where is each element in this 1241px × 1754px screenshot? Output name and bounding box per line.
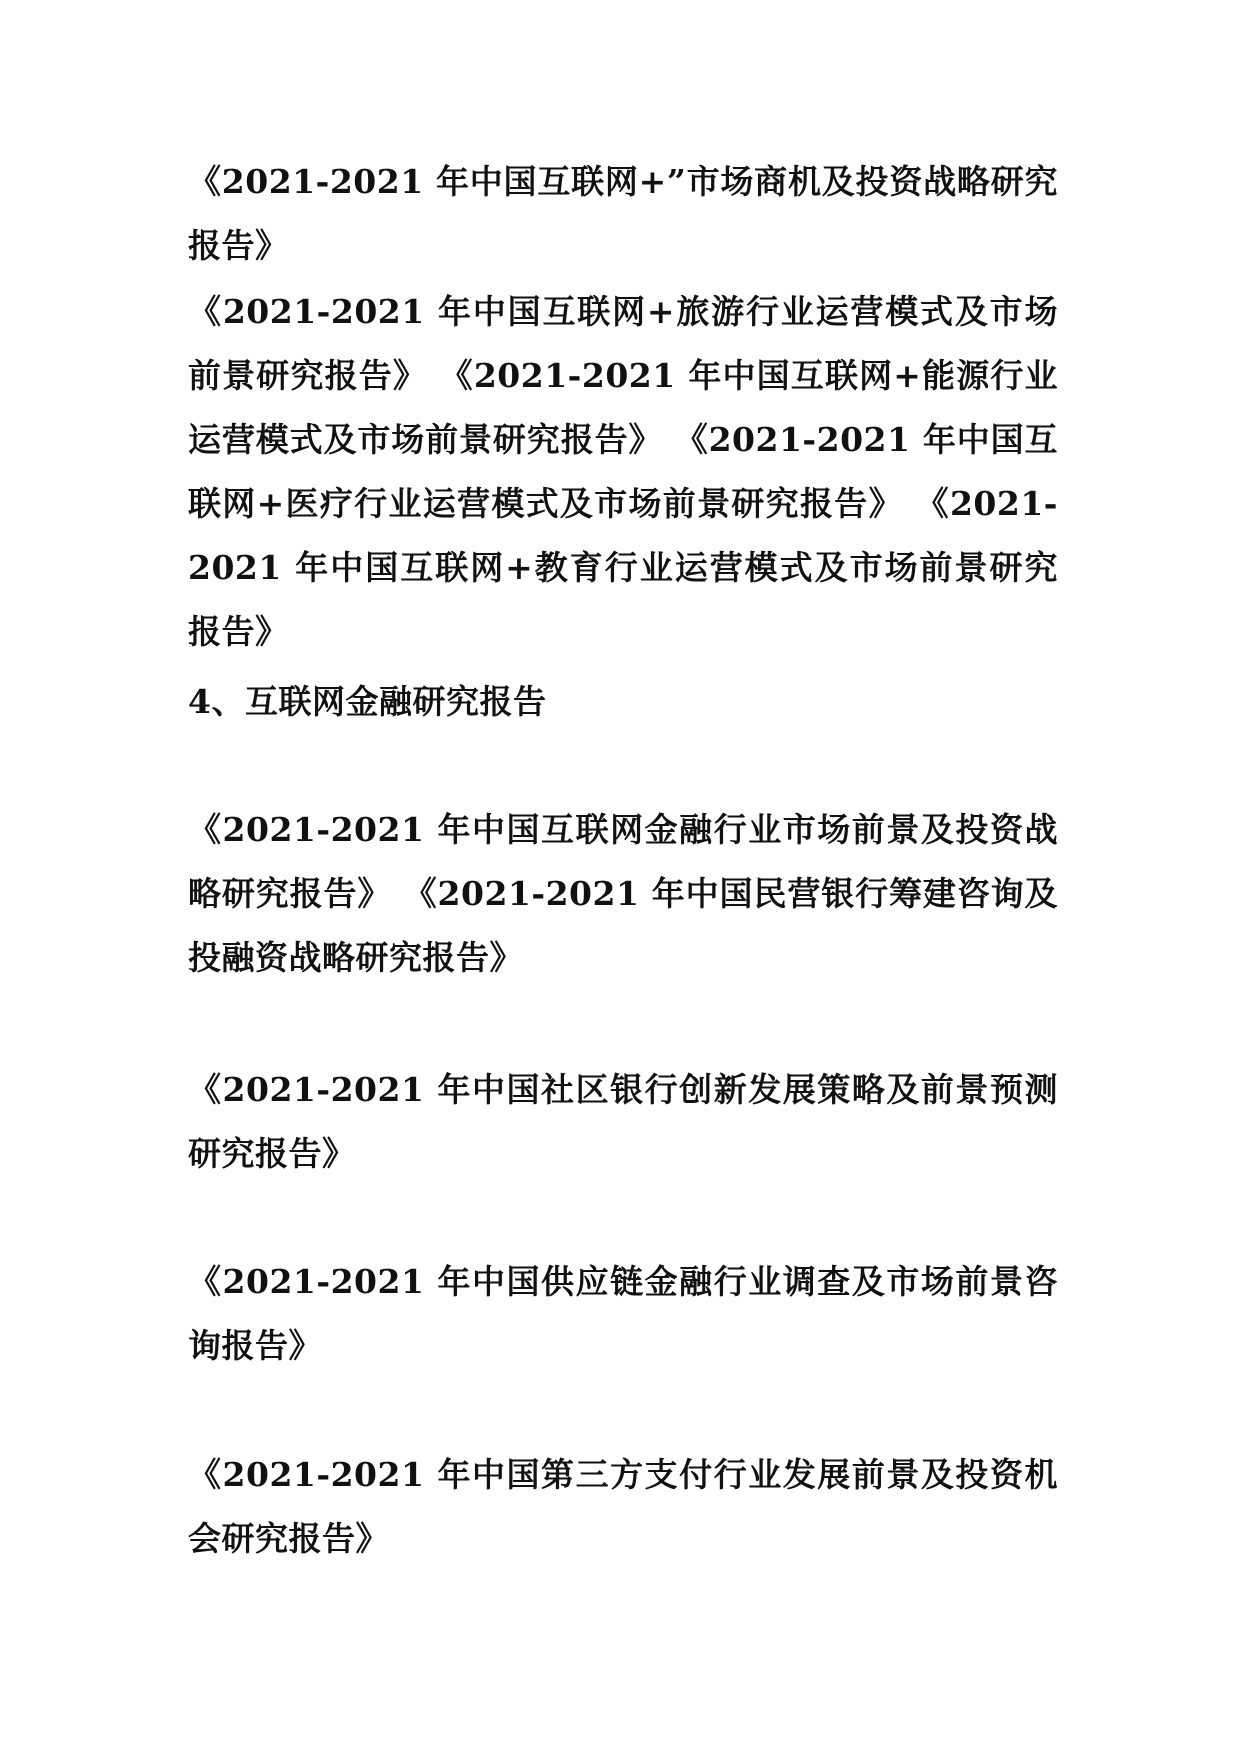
- report-title-internet-plus: 《2021-2021 年中国互联网+”市场商机及投资战略研究报告》: [188, 162, 1058, 265]
- report-title-community-bank: 《2021-2021 年中国社区银行创新发展策略及前景预测研究报告》: [188, 1070, 1058, 1173]
- report-list-internet-plus-industries: 《2021-2021 年中国互联网+旅游行业运营模式及市场前景研究报告》 《2021-2021 年中国互联网+能源行业运营模式及市场前景研究报告》 《2021-2021 年中国互联网+医疗行业运营模式及市场前景研究报告》 《2021-2021 年中国互联网+教育行业运营模式及市场前景研究报告》: [188, 292, 1058, 651]
- report-title-supply-chain-finance: 《2021-2021 年中国供应链金融行业调查及市场前景咨询报告》: [188, 1262, 1058, 1365]
- report-list-internet-finance: 《2021-2021 年中国互联网金融行业市场前景及投资战略研究报告》 《2021-2021 年中国民营银行筹建咨询及投融资战略研究报告》: [188, 810, 1058, 977]
- report-title-third-party-payment: 《2021-2021 年中国第三方支付行业发展前景及投资机会研究报告》: [188, 1455, 1058, 1558]
- section-heading-internet-finance: 4、互联网金融研究报告: [188, 682, 547, 721]
